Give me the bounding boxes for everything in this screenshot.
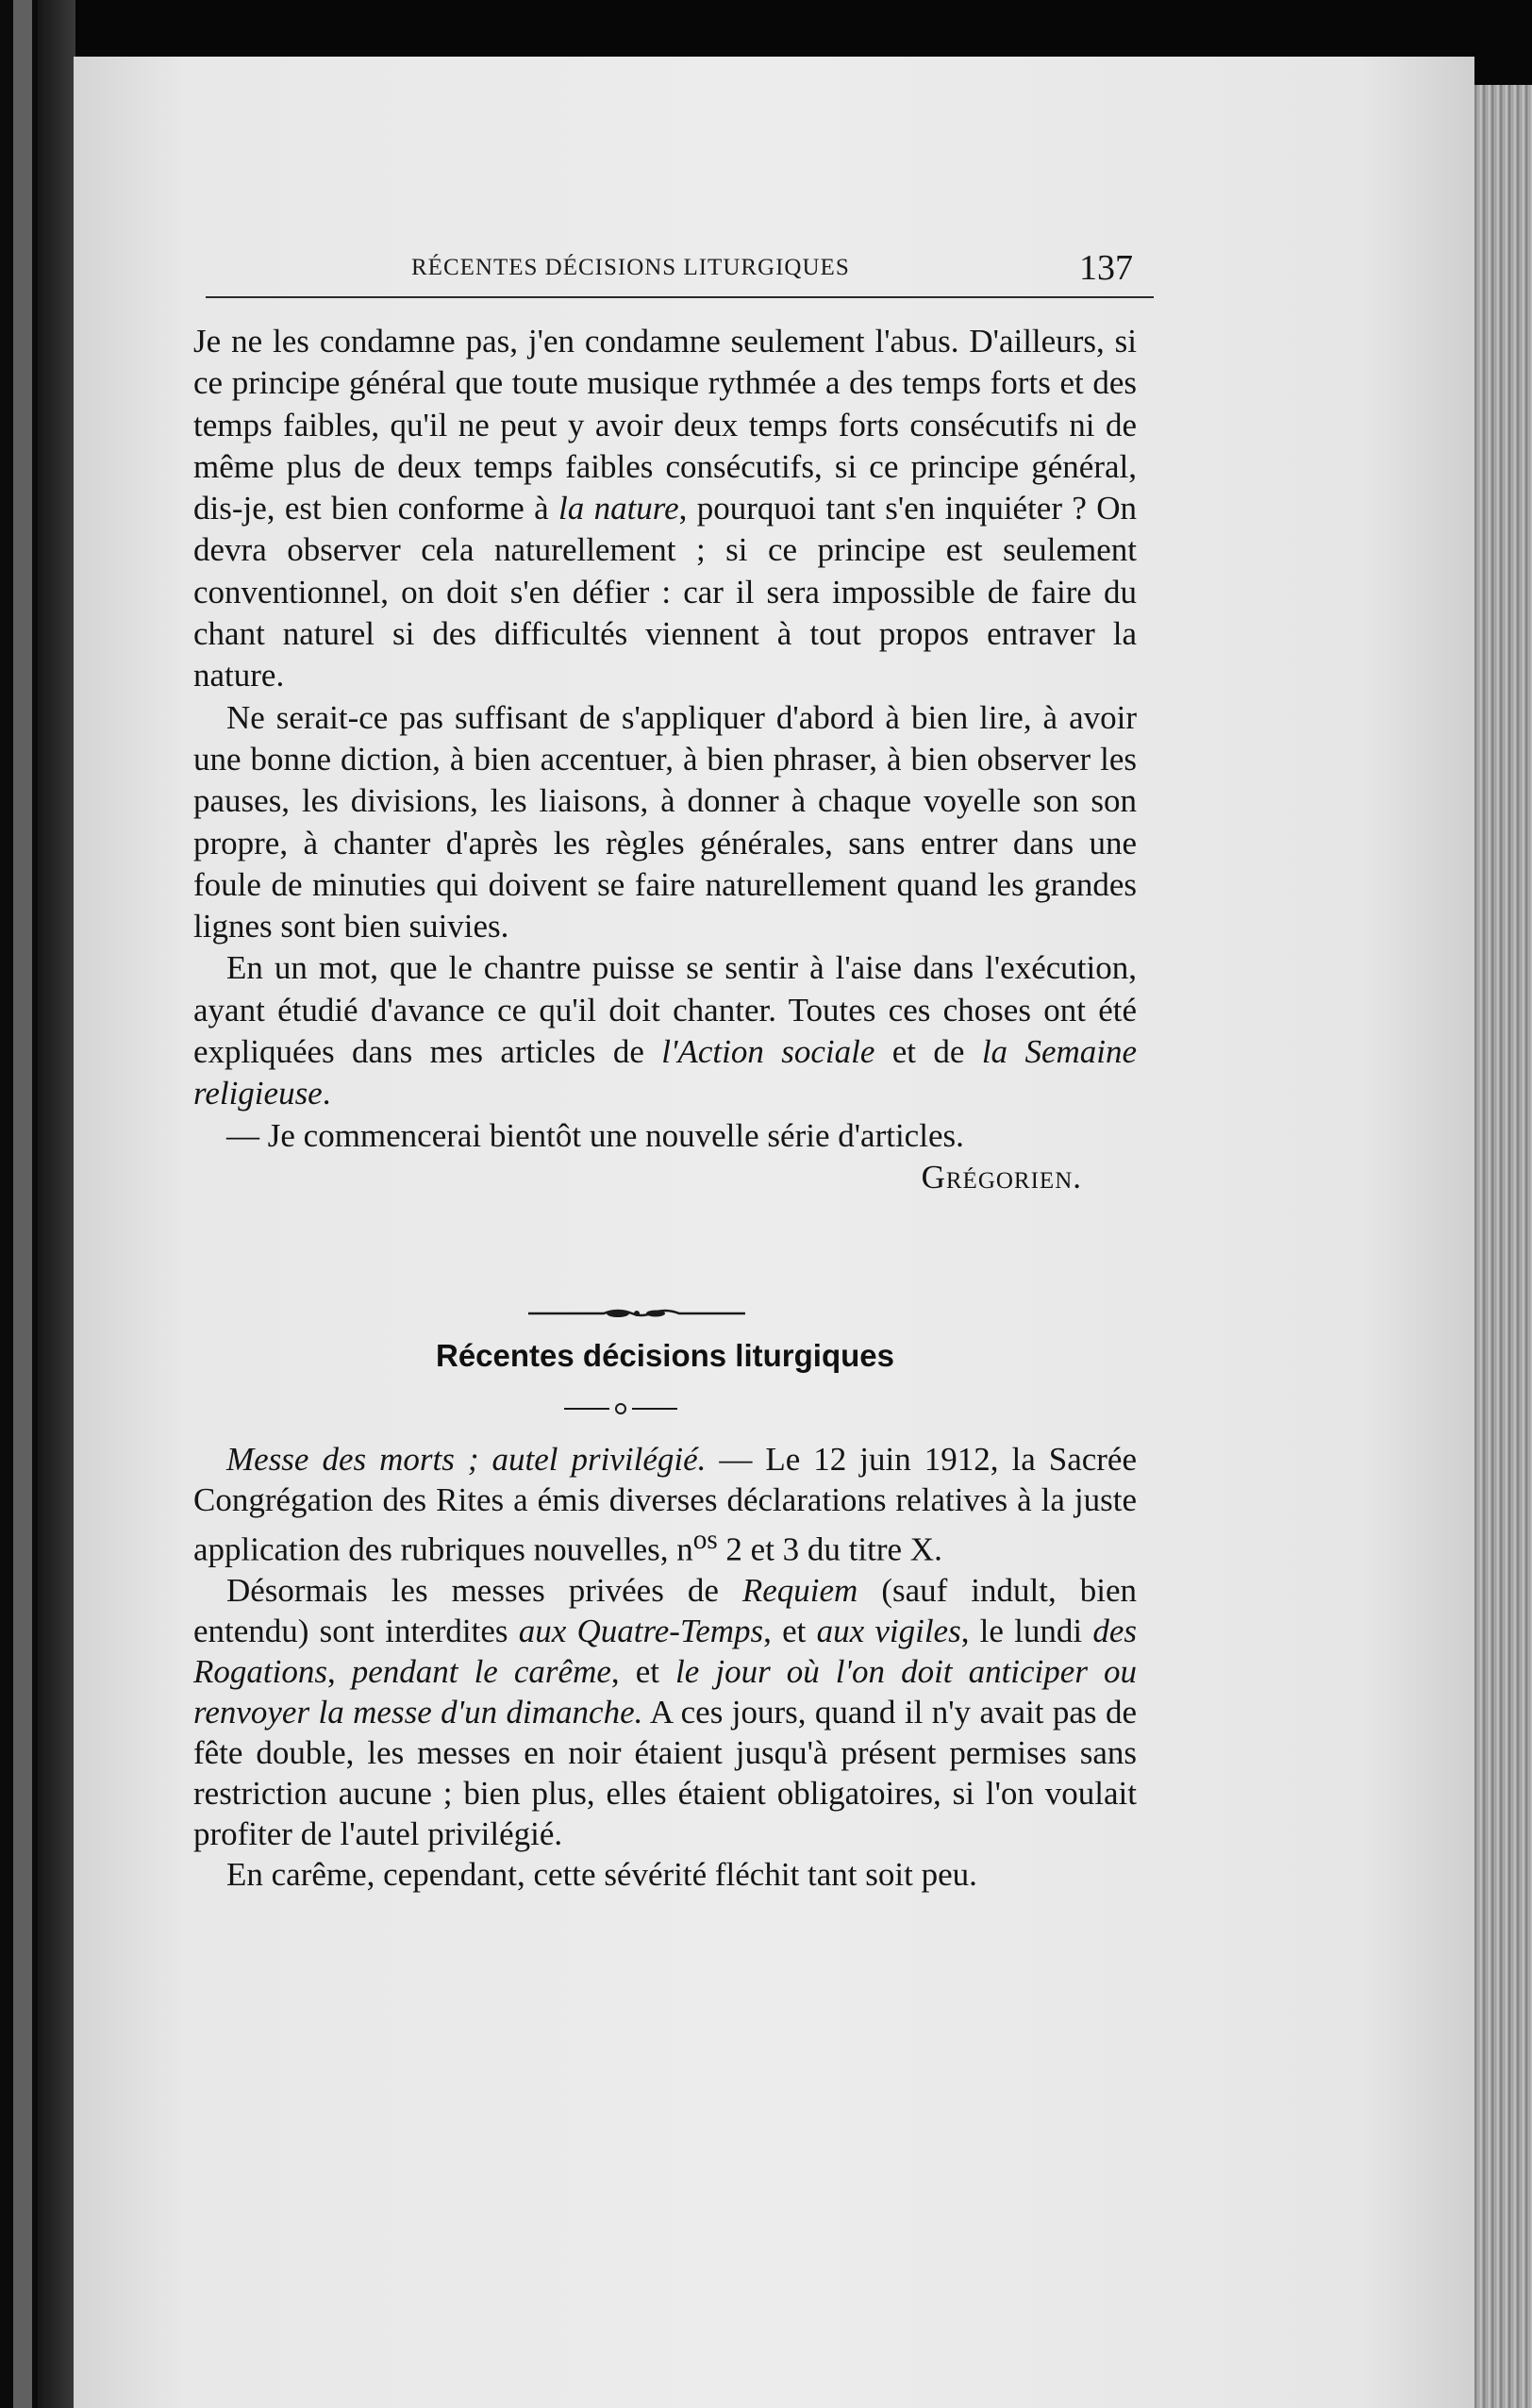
italic-run: l'Action sociale xyxy=(661,1033,875,1071)
text-run: , et xyxy=(763,1612,817,1649)
text-run: et de xyxy=(874,1033,982,1071)
page-number: 137 xyxy=(1079,248,1133,288)
italic-run: la nature xyxy=(558,490,679,527)
italic-run: la Semaine religieuse xyxy=(193,1033,1138,1112)
paragraph-7: En carême, cependant, cette sévérité fléchit tant soit peu. xyxy=(226,1855,977,1893)
italic-run: le jour où l'on doit anticiper ou renvoyer la messe d'un dimanche. xyxy=(193,1652,1137,1731)
running-title: RÉCENTES DÉCISIONS LITURGIQUES xyxy=(411,255,850,280)
paragraph-6 xyxy=(193,1570,1137,1854)
text-run: , et xyxy=(610,1652,676,1690)
author-signature: Grégorien. xyxy=(921,1158,1082,1196)
text-run: . xyxy=(322,1075,331,1112)
paragraph-1 xyxy=(193,321,1137,697)
article-continuation xyxy=(193,321,1137,1198)
facing-page-edge xyxy=(13,0,32,2408)
text-run: Désormais les messes privées de xyxy=(226,1571,742,1609)
small-divider xyxy=(564,1400,677,1417)
italic-run: des Rogations xyxy=(193,1612,1137,1690)
italic-run: aux vigiles xyxy=(816,1612,961,1649)
italic-run: Requiem xyxy=(741,1571,858,1609)
text-run: En un mot, que le chantre puisse se sentir à l'aise dans l'exécution, ayant étudié d'avance ce qu'il doit chanter. Toutes ces choses ont été expliquées dans mes articles de xyxy=(193,949,1137,1071)
text-run: , pourquoi tant s'en inquiéter ? On devra observer cela naturellement ; si ce principe est seulement conventionnel, on doit s'en défier : car il sera impossible de faire du chant naturel si des difficultés viennent à tout propos entraver la nature. xyxy=(193,490,1137,694)
italic-run: aux Quatre-Temps xyxy=(518,1612,764,1649)
text-run: , xyxy=(326,1652,352,1690)
ornament-divider xyxy=(528,1304,745,1323)
paragraph-2: Ne serait-ce pas suffisant de s'appliquer d'abord à bien lire, à avoir une bonne diction, à bien accentuer, à bien phraser, à bien observer les pauses, les divisions, les liaisons, à donner à chaque voyelle son son propre, à chanter d'après les règles générales, sans entrer dans une foule de minuties qui doivent se faire naturellement quand les grandes lignes sont bien suivies. xyxy=(193,698,1137,945)
italic-run: Messe des morts ; autel privilégié. xyxy=(226,1441,707,1478)
paragraph-3 xyxy=(193,947,1137,1114)
superscript-run: os xyxy=(692,1525,718,1555)
article-decisions xyxy=(193,1439,1137,1895)
running-head xyxy=(206,248,1154,309)
header-rule xyxy=(206,296,1154,298)
paragraph-4: — Je commencerai bientôt une nouvelle série d'articles. xyxy=(226,1116,964,1154)
gutter-shadow xyxy=(38,0,75,2408)
text-run: (sauf indult, bien entendu) sont interdites xyxy=(193,1571,1137,1649)
section-title: Récentes décisions liturgiques xyxy=(436,1338,894,1373)
italic-run: pendant le carême xyxy=(351,1652,611,1690)
text-run: , le lundi xyxy=(960,1612,1093,1649)
text-run: A ces jours, quand il n'y avait pas de fête double, les messes en noir étaient jusqu'à présent permises sans restriction aucune ; bien plus, elles étaient obligatoires, si l'on voulait profiter de l'autel privilégié. xyxy=(193,1693,1137,1852)
text-run: — Le 12 juin 1912, la Sacrée Congrégation des Rites a émis diverses déclarations relatives à la juste application des rubriques nouvelles, n xyxy=(193,1441,1137,1568)
text-run: 2 et 3 du titre X. xyxy=(717,1530,942,1568)
paragraph-5 xyxy=(193,1439,1137,1570)
text-run: Je ne les condamne pas, j'en condamne seulement l'abus. D'ailleurs, si ce principe général que toute musique rythmée a des temps forts et des temps faibles, qu'il ne peut y avoir deux temps forts consécutifs ni de même plus de deux temps faibles consécutifs, si ce principe général, dis-je, est bien conforme à xyxy=(193,323,1137,527)
